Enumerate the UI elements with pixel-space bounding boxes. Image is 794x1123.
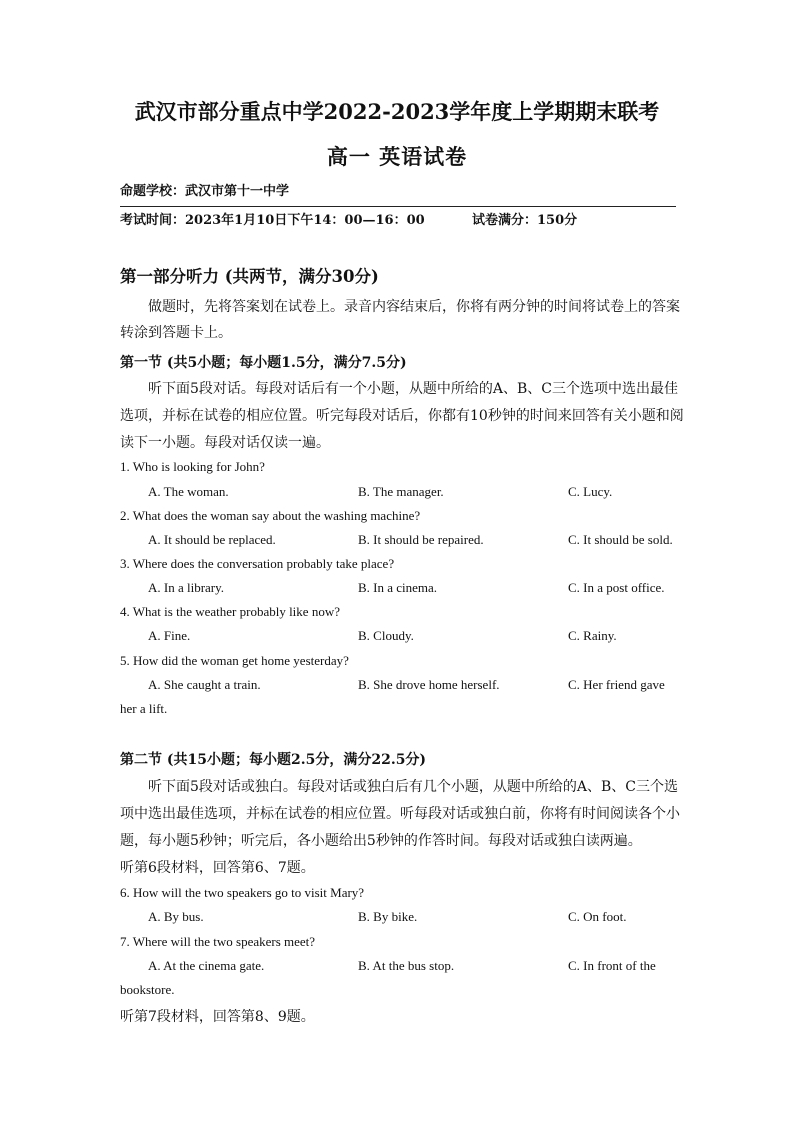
question-5-option-c-continued: her a lift.	[120, 701, 168, 716]
question-3-option-b: B. In a cinema.	[358, 580, 438, 595]
part1-heading: 第一部分听力 (共两节，满分30分)	[120, 267, 379, 286]
section1-instr-line2: 选项，并标在试卷的相应位置。听完每段对话后，你都有10秒钟的时间来回答有关小题和阅	[120, 408, 684, 424]
exam-title: 武汉市部分重点中学2022-2023学年度上学期期末联考	[134, 99, 660, 124]
question-4-option-b: B. Cloudy.	[358, 628, 414, 643]
question-4: 4. What is the weather probably like now?	[120, 604, 340, 619]
section1-instr-line1: 听下面5段对话。每段对话后有一个小题，从题中所给的A、B、C三个选项中选出最佳	[148, 381, 679, 397]
question-6: 6. How will the two speakers go to visit Mary?	[120, 885, 365, 900]
material-6-label: 听第6段材料，回答第6、7题。	[120, 860, 315, 876]
question-7-option-c-continued: bookstore.	[120, 982, 175, 997]
question-1-option-a: A. The woman.	[148, 484, 229, 499]
question-1: 1. Who is looking for John?	[120, 459, 265, 474]
question-2-option-a: A. It should be replaced.	[148, 532, 276, 547]
full-score: 试卷满分：150分	[472, 213, 578, 228]
question-7: 7. Where will the two speakers meet?	[120, 934, 316, 949]
section1-heading: 第一节 (共5小题；每小题1.5分，满分7.5分)	[120, 355, 407, 371]
question-6-option-c: C. On foot.	[568, 909, 627, 924]
header-divider	[120, 206, 676, 207]
section2-instr-line3: 题，每小题5秒钟；听完后，各小题给出5秒钟的作答时间。每段对话或独白读两遍。	[120, 833, 642, 849]
section1-instr-line3: 读下一小题。每段对话仅读一遍。	[120, 435, 330, 451]
question-3-option-a: A. In a library.	[148, 580, 225, 595]
section2-instr-line2: 项中选出最佳选项，并标在试卷的相应位置。听每段对话或独白前，你将有时间阅读各个小	[120, 806, 680, 822]
question-5-option-a: A. She caught a train.	[148, 677, 261, 692]
section2-heading: 第二节 (共15小题；每小题2.5分，满分22.5分)	[120, 752, 427, 768]
question-7-option-c: C. In front of the	[568, 958, 656, 973]
material-7-label: 听第7段材料，回答第8、9题。	[120, 1009, 315, 1025]
question-7-option-a: A. At the cinema gate.	[148, 958, 265, 973]
question-1-option-b: B. The manager.	[358, 484, 444, 499]
school-info: 命题学校：武汉市第十一中学	[120, 184, 290, 199]
question-2-option-c: C. It should be sold.	[568, 532, 673, 547]
question-5-option-c: C. Her friend gave	[568, 677, 665, 692]
question-6-option-b: B. By bike.	[358, 909, 418, 924]
question-7-option-b: B. At the bus stop.	[358, 958, 455, 973]
question-4-option-c: C. Rainy.	[568, 628, 617, 643]
section2-instr-line1: 听下面5段对话或独白。每段对话或独白后有几个小题，从题中所给的A、B、C三个选	[148, 779, 679, 795]
question-3: 3. Where does the conversation probably take place?	[120, 556, 395, 571]
part1-instructions-line2: 转涂到答题卡上。	[120, 325, 232, 341]
question-5: 5. How did the woman get home yesterday?	[120, 653, 349, 668]
question-1-option-c: C. Lucy.	[568, 484, 613, 499]
exam-time: 考试时间：2023年1月10日下午14：00—16：00	[120, 213, 425, 228]
exam-subtitle: 高一 英语试卷	[326, 144, 468, 169]
question-2: 2. What does the woman say about the washing machine?	[120, 508, 421, 523]
question-3-option-c: C. In a post office.	[568, 580, 665, 595]
question-4-option-a: A. Fine.	[148, 628, 191, 643]
question-5-option-b: B. She drove home herself.	[358, 677, 500, 692]
question-2-option-b: B. It should be repaired.	[358, 532, 484, 547]
question-6-option-a: A. By bus.	[148, 909, 204, 924]
part1-instructions-line1: 做题时，先将答案划在试卷上。录音内容结束后，你将有两分钟的时间将试卷上的答案	[148, 299, 680, 315]
